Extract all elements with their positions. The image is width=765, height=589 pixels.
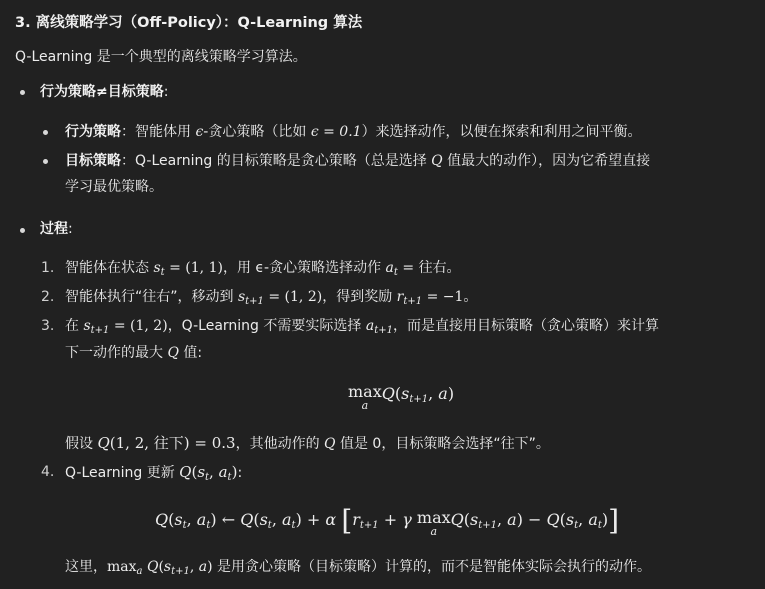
behavior-policy-text: -贪心策略（比如 xyxy=(203,124,311,140)
section-heading: 3. 离线策略学习（Off-Policy）：Q-Learning 算法 xyxy=(15,15,363,31)
step-text: 值是 0，目标策略会选择“往下”。 xyxy=(335,436,550,452)
math-next-state: $s_{t+1}$ xyxy=(237,289,264,307)
q-symbol: Q xyxy=(324,436,336,452)
q-update-formula: $Q(s_t$, $a_t$) ← $Q(s_t$, $a_t) + \alpha$ [$r_{t+1} + \gamma$ max a $Q(s_{t+1}$, $a) - Q(s_t$, $a_t$)] xyxy=(155,504,620,538)
target-policy-text: 值最大的动作），因为它希望直接 xyxy=(442,153,651,169)
step-text: ，其他动作的 xyxy=(235,436,325,452)
bullet-dot xyxy=(43,159,48,164)
math-reward: $r_{t+1}$ xyxy=(396,289,423,307)
step-text: 智能体执行“往右”，移动到 xyxy=(65,289,238,305)
math-next-action: $a_{t+1}$ xyxy=(365,318,393,336)
intro-paragraph: Q-Learning 是一个典型的离线策略学习算法。 xyxy=(15,49,307,65)
step-text: 往右。 xyxy=(418,260,461,276)
assumption-line: 假设 Q(1, 2, 往下) = 0.3，其他动作的 Q 值是 0，目标策略会选择“往下”。 xyxy=(65,434,550,452)
step-text: ，用 ϵ-贪心策略选择动作 xyxy=(222,260,386,276)
max-q-formula: max a $Q(s_{t+1}$, a) xyxy=(348,382,455,412)
epsilon-symbol: ϵ xyxy=(195,124,204,140)
section1-colon: : xyxy=(163,84,169,100)
step-text: 下一动作的最大 xyxy=(65,345,168,361)
section2-title-text: 过程 xyxy=(40,221,68,237)
step-number: 1. xyxy=(41,260,55,276)
math-next-state: $s_{t+1}$ xyxy=(83,318,110,336)
q-symbol: Q xyxy=(431,153,443,169)
bullet-dot xyxy=(20,90,25,95)
target-policy-item xyxy=(65,151,650,171)
section1-title xyxy=(40,82,168,102)
step-number: 4. xyxy=(41,464,55,480)
step-text: 这里， xyxy=(65,559,107,575)
step-3-continuation xyxy=(65,343,202,363)
step-4: Q-Learning 更新 $Q(s_t$, $a_t$): xyxy=(65,463,243,483)
math-action: $a_t$ xyxy=(385,260,398,278)
bullet-dot xyxy=(43,130,48,135)
section2-title xyxy=(40,219,73,239)
step-text: 在 xyxy=(65,318,84,334)
step-text: 。 xyxy=(463,289,478,305)
step-text: ，得到奖励 xyxy=(322,289,397,305)
step-text: 智能体在状态 xyxy=(65,260,154,276)
target-policy-text: ：Q-Learning 的目标策略是贪心策略（总是选择 xyxy=(121,153,432,169)
bullet-dot xyxy=(20,228,25,233)
q-symbol: Q xyxy=(167,345,179,361)
epsilon-value: ϵ = 0.1 xyxy=(310,124,362,140)
behavior-policy-text: ：智能体用 xyxy=(121,124,196,140)
final-note: 这里，$\max_a Q(s_{t+1}$, a) 是用贪心策略（目标策略）计算的，而不是智能体实际会执行的动作。 xyxy=(65,559,652,577)
step-text: 值: xyxy=(178,345,203,361)
step-text: ，而是直接用目标策略（贪心策略）来计算 xyxy=(392,318,659,334)
step-text: Q-Learning 更新 xyxy=(65,465,180,481)
section1-title-text: 行为策略≠目标策略 xyxy=(40,84,164,100)
step-number: 3. xyxy=(41,318,55,334)
math-state: $s_t$ xyxy=(153,260,165,278)
step-text: 假设 xyxy=(65,436,98,452)
behavior-policy-item xyxy=(65,122,642,142)
step-text: 是用贪心策略（目标策略）计算的，而不是智能体实际会执行的动作。 xyxy=(212,559,652,575)
step-number: 2. xyxy=(41,289,55,305)
section2-colon: : xyxy=(68,221,73,237)
step-text: ，Q-Learning 不需要实际选择 xyxy=(167,318,366,334)
step-2: 智能体执行“往右”，移动到 $s_{t+1} = (1$, 2)，得到奖励 $r_{t+1} = -1$。 xyxy=(65,289,478,307)
target-policy-label: 目标策略 xyxy=(65,153,121,169)
behavior-policy-label: 行为策略 xyxy=(65,124,121,140)
step-1: 智能体在状态 $s_t = (1$, 1)，用 ϵ-贪心策略选择动作 $a_t$ = 往右。 xyxy=(65,260,461,278)
step-3: 在 $s_{t+1} = (1$, 2)，Q-Learning 不需要实际选择 $a_{t+1}$，而是直接用目标策略（贪心策略）来计算 xyxy=(65,318,659,336)
behavior-policy-text: ）来选择动作，以便在探索和利用之间平衡。 xyxy=(361,124,642,140)
target-policy-continuation: 学习最优策略。 xyxy=(65,179,163,195)
